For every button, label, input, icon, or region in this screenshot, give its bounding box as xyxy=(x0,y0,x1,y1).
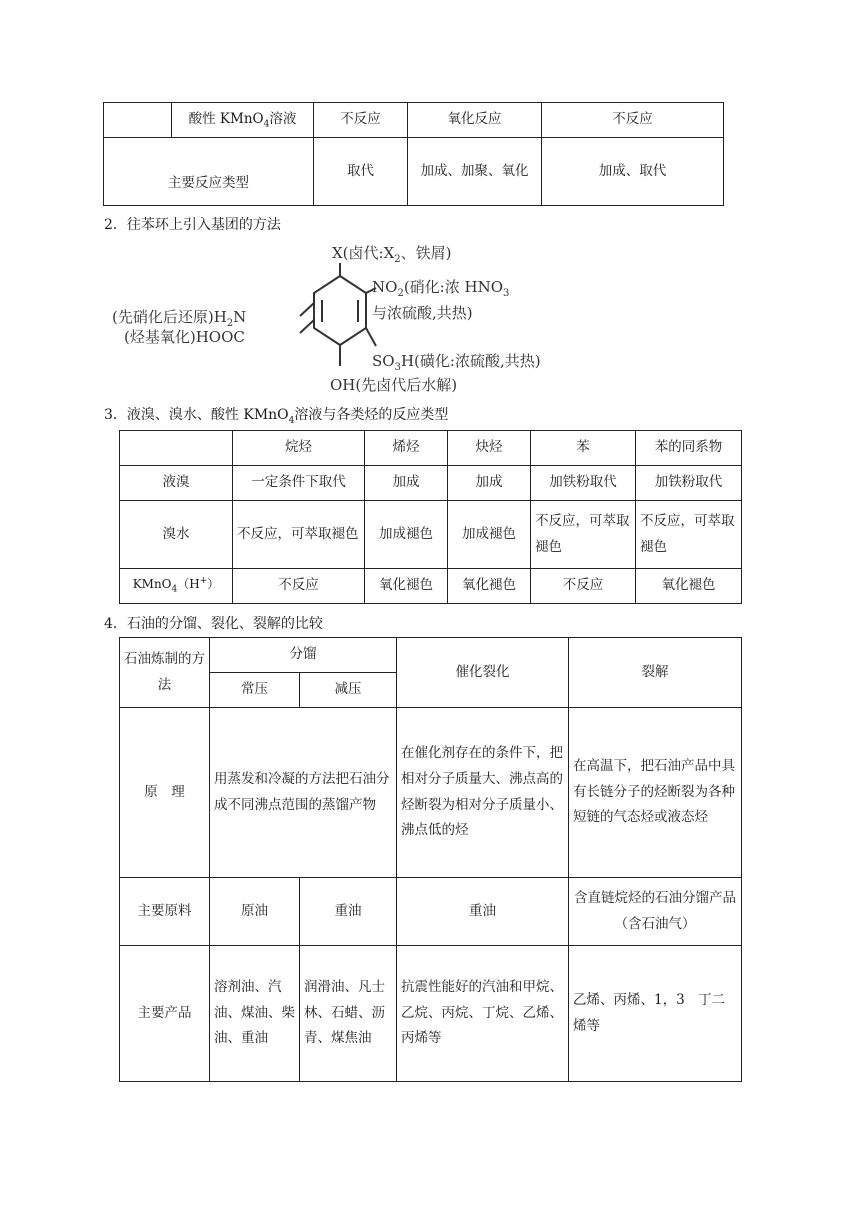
reaction-type-table-continued xyxy=(103,102,724,206)
table-header: 苯的同系物 xyxy=(636,431,742,466)
table-cell: 液溴 xyxy=(120,466,233,501)
table-header: 裂解 xyxy=(569,638,742,708)
table-cell: 原油 xyxy=(210,878,300,946)
table-header: 苯 xyxy=(531,431,636,466)
section-heading-2: 2．往苯环上引入基团的方法 xyxy=(104,217,281,233)
row-label: 主要产品 xyxy=(120,946,210,1082)
section-heading-3: 3．液溴、溴水、酸性 KMnO$_4$溶液与各类烃的反应类型 xyxy=(104,407,449,426)
table-cell: 加成 xyxy=(448,466,531,501)
table-cell: 取代 xyxy=(314,138,408,206)
table-cell: 不反应 xyxy=(314,103,408,138)
table-cell: 加铁粉取代 xyxy=(531,466,636,501)
carboxyl-label: (烃基氧化)HOOC xyxy=(124,328,245,346)
table-header: 催化裂化 xyxy=(397,638,569,708)
table-cell: 不反应 xyxy=(233,569,365,604)
table-cell: 加成、加聚、氧化 xyxy=(408,138,542,206)
table-header: 炔烃 xyxy=(448,431,531,466)
table-cell: 不反应，可萃取褪色 xyxy=(531,501,636,569)
table-cell: 氧化褪色 xyxy=(636,569,742,604)
table-cell: 用蒸发和冷凝的方法把石油分成不同沸点范围的蒸馏产物 xyxy=(210,708,397,878)
hydroxyl-label: OH(先卤代后水解) xyxy=(330,376,458,394)
table-cell: 不反应 xyxy=(542,103,724,138)
table-cell: 重油 xyxy=(300,878,397,946)
table-cell: 加成 xyxy=(365,466,448,501)
table-cell: 抗震性能好的汽油和甲烷、乙烷、丙烷、丁烷、乙烯、丙烯等 xyxy=(397,946,569,1082)
table-cell: 不反应，可萃取褪色 xyxy=(233,501,365,569)
table-cell: 加成褪色 xyxy=(448,501,531,569)
bromine-kmno4-table xyxy=(119,430,742,604)
table-cell xyxy=(104,103,172,138)
row-label: 主要反应类型 xyxy=(104,138,314,206)
table-header: 石油炼制的方法 xyxy=(120,638,210,708)
table-cell: 加成、取代 xyxy=(542,138,724,206)
halogenation-label: X(卤代$:X_2$、铁屑) xyxy=(332,244,452,265)
table-cell: 乙烯、丙烯、1，3 丁二烯等 xyxy=(569,946,742,1082)
table-cell: 加铁粉取代 xyxy=(636,466,742,501)
amination-label: (先硝化后还原)$H_2N$ xyxy=(112,308,247,329)
section-heading-4: 4．石油的分馏、裂化、裂解的比较 xyxy=(104,616,323,632)
table-cell: 在催化剂存在的条件下，把相对分子质量大、沸点高的烃断裂为相对分子质量小、沸点低的烃 xyxy=(397,708,569,878)
table-header: 常压 xyxy=(210,673,300,708)
table-header: 减压 xyxy=(300,673,397,708)
nitration-condition-label: 与浓硫酸,共热) xyxy=(372,304,473,322)
table-cell: 不反应 xyxy=(531,569,636,604)
table-cell: 溴水 xyxy=(120,501,233,569)
benzene-substitution-diagram xyxy=(104,238,624,400)
table-cell: 一定条件下取代 xyxy=(233,466,365,501)
row-label: 原 理 xyxy=(120,708,210,878)
petroleum-refining-table xyxy=(119,637,742,1082)
table-cell: 酸性 KMnO$_4$溶液 xyxy=(172,103,314,138)
table-header xyxy=(120,431,233,466)
table-header: 烯烃 xyxy=(365,431,448,466)
table-cell: 溶剂油、汽油、煤油、柴油、重油 xyxy=(210,946,300,1082)
table-cell: 重油 xyxy=(397,878,569,946)
table-cell: 加成褪色 xyxy=(365,501,448,569)
benzene-ring-icon xyxy=(300,263,376,366)
row-label: 主要原料 xyxy=(120,878,210,946)
table-cell: KMnO$_4$（H+） xyxy=(120,569,233,604)
sulfonation-label: $SO_3H$(磺化:浓硫酸,共热) xyxy=(372,352,541,373)
table-cell: 不反应，可萃取褪色 xyxy=(636,501,742,569)
table-header: 烷烃 xyxy=(233,431,365,466)
table-cell: 润滑油、凡士林、石蜡、沥青、煤焦油 xyxy=(300,946,397,1082)
table-cell: 氧化反应 xyxy=(408,103,542,138)
table-cell: 在高温下，把石油产品中具有长链分子的烃断裂为各种短链的气态烃或液态烃 xyxy=(569,708,742,878)
table-cell: 氧化褪色 xyxy=(365,569,448,604)
table-cell: 含直链烷烃的石油分馏产品（含石油气） xyxy=(569,878,742,946)
table-header: 分馏 xyxy=(210,638,397,673)
nitration-label: $NO_2$(硝化:浓 $HNO_3$ xyxy=(372,278,510,299)
table-cell: 氧化褪色 xyxy=(448,569,531,604)
